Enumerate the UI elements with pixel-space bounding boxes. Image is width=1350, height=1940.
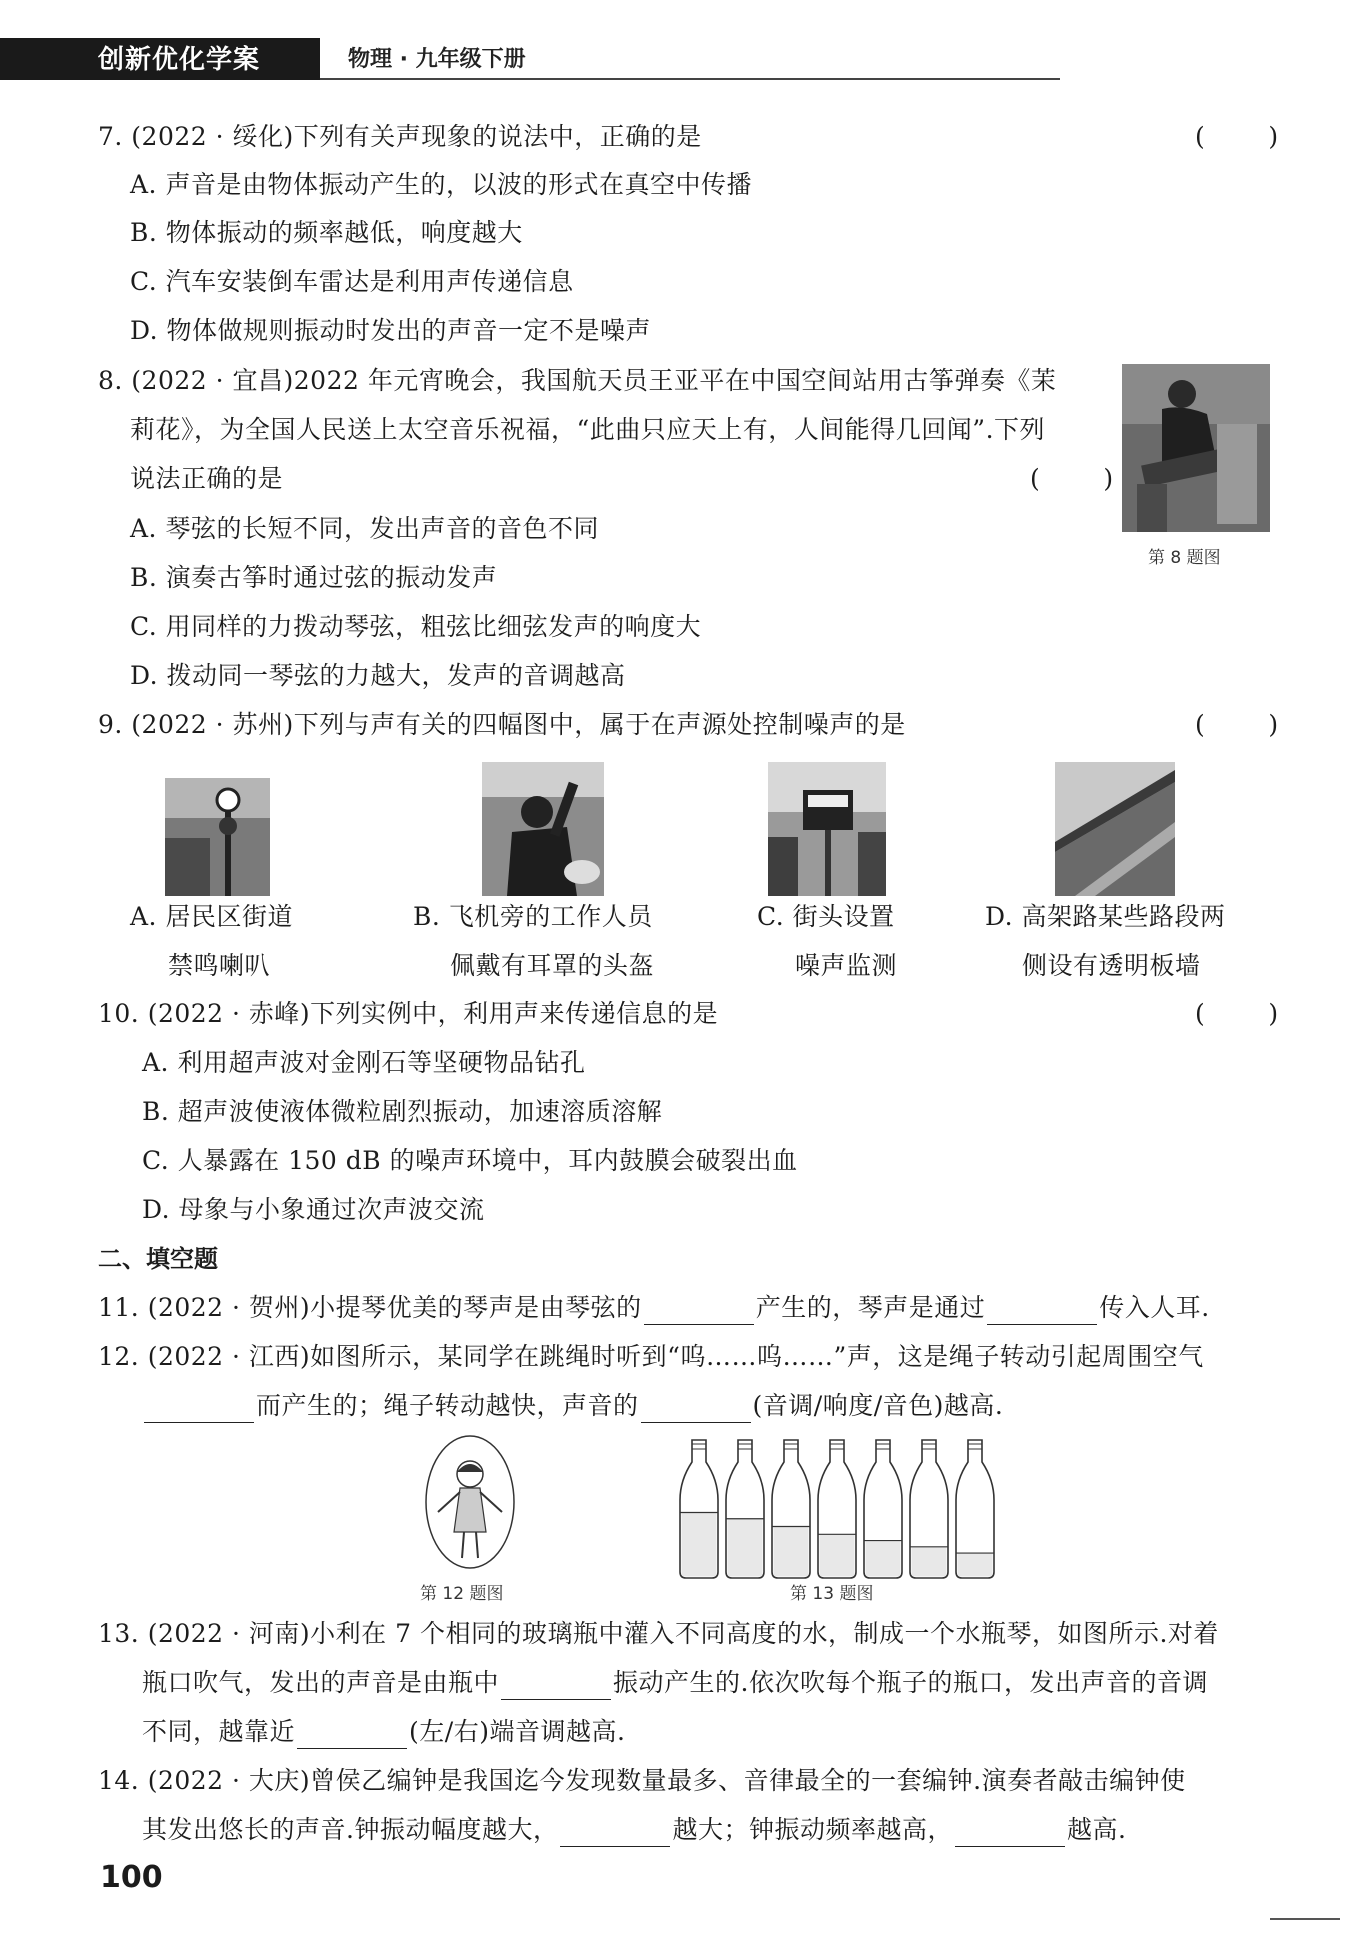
q11-part-a: 11. (2022 · 贺州)小提琴优美的琴声是由琴弦的 (98, 1293, 642, 1322)
section-fill-in-title: 二、填空题 (98, 1245, 218, 1273)
bottle-3 (772, 1440, 810, 1578)
q12-stem-line1: 12. (2022 · 江西)如图所示，某同学在跳绳时听到“呜……呜……”声，这是绳子转动引起周围空气 (98, 1342, 1204, 1371)
book-subtitle: 物理 · 九年级下册 (348, 47, 526, 72)
bottle-1 (680, 1440, 718, 1578)
q9-option-d-line2: 侧设有透明板墙 (1022, 951, 1201, 980)
q10-option-c: C. 人暴露在 150 dB 的噪声环境中，耳内鼓膜会破裂出血 (142, 1146, 798, 1175)
bottle-4 (818, 1440, 856, 1578)
q9-photo-a (165, 778, 270, 896)
q13-part-d: (左/右)端音调越高. (409, 1717, 626, 1746)
bottle-water-2 (728, 1519, 763, 1577)
q14-stem-line1: 14. (2022 · 大庆)曾侯乙编钟是我国迄今发现数量最多、音律最全的一套编钟.演奏者敲击编钟使 (98, 1766, 1186, 1795)
q8-stem-line2: 莉花》，为全国人民送上太空音乐祝福，“此曲只应天上有，人间能得几回闻”.下列 (130, 415, 1046, 444)
bottle-water-6 (912, 1547, 947, 1577)
q10-option-a: A. 利用超声波对金刚石等坚硬物品钻孔 (142, 1048, 586, 1077)
q13-text-line3 (142, 1715, 625, 1749)
header-rule (320, 78, 1060, 80)
q12-part-a: 而产生的；绳子转动越快，声音的 (256, 1391, 639, 1420)
q9-option-b-line1: B. 飞机旁的工作人员 (413, 902, 653, 931)
q8-stem-line1: 8. (2022 · 宜昌)2022 年元宵晚会，我国航天员王亚平在中国空间站用古筝弹奏《茉 (98, 366, 1057, 395)
q9-option-c-line2: 噪声监测 (795, 951, 898, 980)
q8-photo-guzheng (1122, 364, 1270, 532)
q9-option-b-line2: 佩戴有耳罩的头盔 (450, 951, 655, 980)
q7-option-b: B. 物体振动的频率越低，响度越大 (130, 218, 523, 247)
q14-part-b: 越大；钟振动频率越高， (672, 1815, 953, 1844)
bottle-water-7 (958, 1553, 993, 1576)
q13-part-a: 瓶口吹气，发出的声音是由瓶中 (142, 1668, 500, 1697)
q14-blank-2[interactable] (955, 1822, 1065, 1847)
q8-stem-line3: 说法正确的是 (130, 464, 284, 493)
q8-option-b: B. 演奏古筝时通过弦的振动发声 (130, 563, 498, 592)
q13-text-line2 (142, 1666, 1208, 1700)
q8-figure-caption: 第 8 题图 (1148, 548, 1221, 568)
q8-option-c: C. 用同样的力拨动琴弦，粗弦比细弦发声的响度大 (130, 612, 702, 641)
q12-part-b: (音调/响度/音色)越高. (752, 1391, 1004, 1420)
bottle-2 (726, 1440, 764, 1578)
bottle-water-3 (774, 1527, 809, 1577)
q9-option-d-line1: D. 高架路某些路段两 (985, 902, 1226, 931)
q9-photo-b (482, 762, 604, 896)
q8-option-a: A. 琴弦的长短不同，发出声音的音色不同 (130, 514, 599, 543)
q7-option-a: A. 声音是由物体振动产生的，以波的形式在真空中传播 (130, 170, 752, 199)
q11-blank-2[interactable] (987, 1300, 1097, 1325)
q11-text (98, 1291, 1210, 1325)
q12-figure-caption: 第 12 题图 (420, 1584, 504, 1604)
q13-figure-bottles (676, 1432, 998, 1582)
q10-option-d: D. 母象与小象通过次声波交流 (142, 1195, 485, 1224)
q14-blank-1[interactable] (560, 1822, 670, 1847)
q8-answer-paren: ( ) (1030, 464, 1114, 493)
q7-option-d: D. 物体做规则振动时发出的声音一定不是噪声 (130, 316, 652, 345)
q13-part-c: 不同，越靠近 (142, 1717, 296, 1746)
q13-stem-line1: 13. (2022 · 河南)小利在 7 个相同的玻璃瓶中灌入不同高度的水，制成一个水瓶琴，如图所示.对着 (98, 1619, 1219, 1648)
q9-option-a-line2: 禁鸣喇叭 (168, 951, 271, 980)
footer-rule (1270, 1918, 1340, 1920)
q7-stem: 7. (2022 · 绥化)下列有关声现象的说法中，正确的是 (98, 122, 702, 151)
q11-part-c: 传入人耳. (1099, 1293, 1210, 1322)
bottle-6 (910, 1440, 948, 1578)
q7-option-c: C. 汽车安装倒车雷达是利用声传递信息 (130, 267, 574, 296)
q9-option-c-line1: C. 街头设置 (757, 902, 895, 931)
q13-blank-1[interactable] (501, 1675, 611, 1700)
q13-part-b: 振动产生的.依次吹每个瓶子的瓶口，发出声音的音调 (613, 1668, 1208, 1697)
book-title: 创新优化学案 (98, 45, 261, 75)
q9-photo-c (768, 762, 886, 896)
q10-option-b: B. 超声波使液体微粒剧烈振动，加速溶质溶解 (142, 1097, 663, 1126)
bottle-water-1 (682, 1512, 717, 1576)
q13-figure-caption: 第 13 题图 (790, 1584, 874, 1604)
q9-answer-paren: ( ) (1195, 710, 1279, 739)
q11-blank-1[interactable] (644, 1300, 754, 1325)
q7-answer-paren: ( ) (1195, 122, 1279, 151)
bottle-water-5 (866, 1541, 901, 1577)
q9-stem: 9. (2022 · 苏州)下列与声有关的四幅图中，属于在声源处控制噪声的是 (98, 710, 906, 739)
q8-option-d: D. 拨动同一琴弦的力越大，发声的音调越高 (130, 661, 626, 690)
bottle-7 (956, 1440, 994, 1578)
page-number: 100 (100, 1860, 163, 1895)
q9-photo-d (1055, 762, 1175, 896)
q12-text-line2 (142, 1389, 1003, 1423)
q14-part-c: 越高. (1066, 1815, 1127, 1844)
q14-part-a: 其发出悠长的声音.钟振动幅度越大， (142, 1815, 559, 1844)
bottle-5 (864, 1440, 902, 1578)
q9-option-a-line1: A. 居民区街道 (130, 902, 293, 931)
q14-text-line2 (142, 1813, 1126, 1847)
q11-part-b: 产生的，琴声是通过 (755, 1293, 986, 1322)
q10-answer-paren: ( ) (1195, 999, 1279, 1028)
q13-blank-2[interactable] (297, 1724, 407, 1749)
q12-blank-2[interactable] (641, 1398, 751, 1423)
bottle-water-4 (820, 1534, 855, 1576)
q12-blank-1[interactable] (144, 1398, 254, 1423)
q12-figure-jump-rope (420, 1432, 520, 1572)
q10-stem: 10. (2022 · 赤峰)下列实例中，利用声来传递信息的是 (98, 999, 719, 1028)
